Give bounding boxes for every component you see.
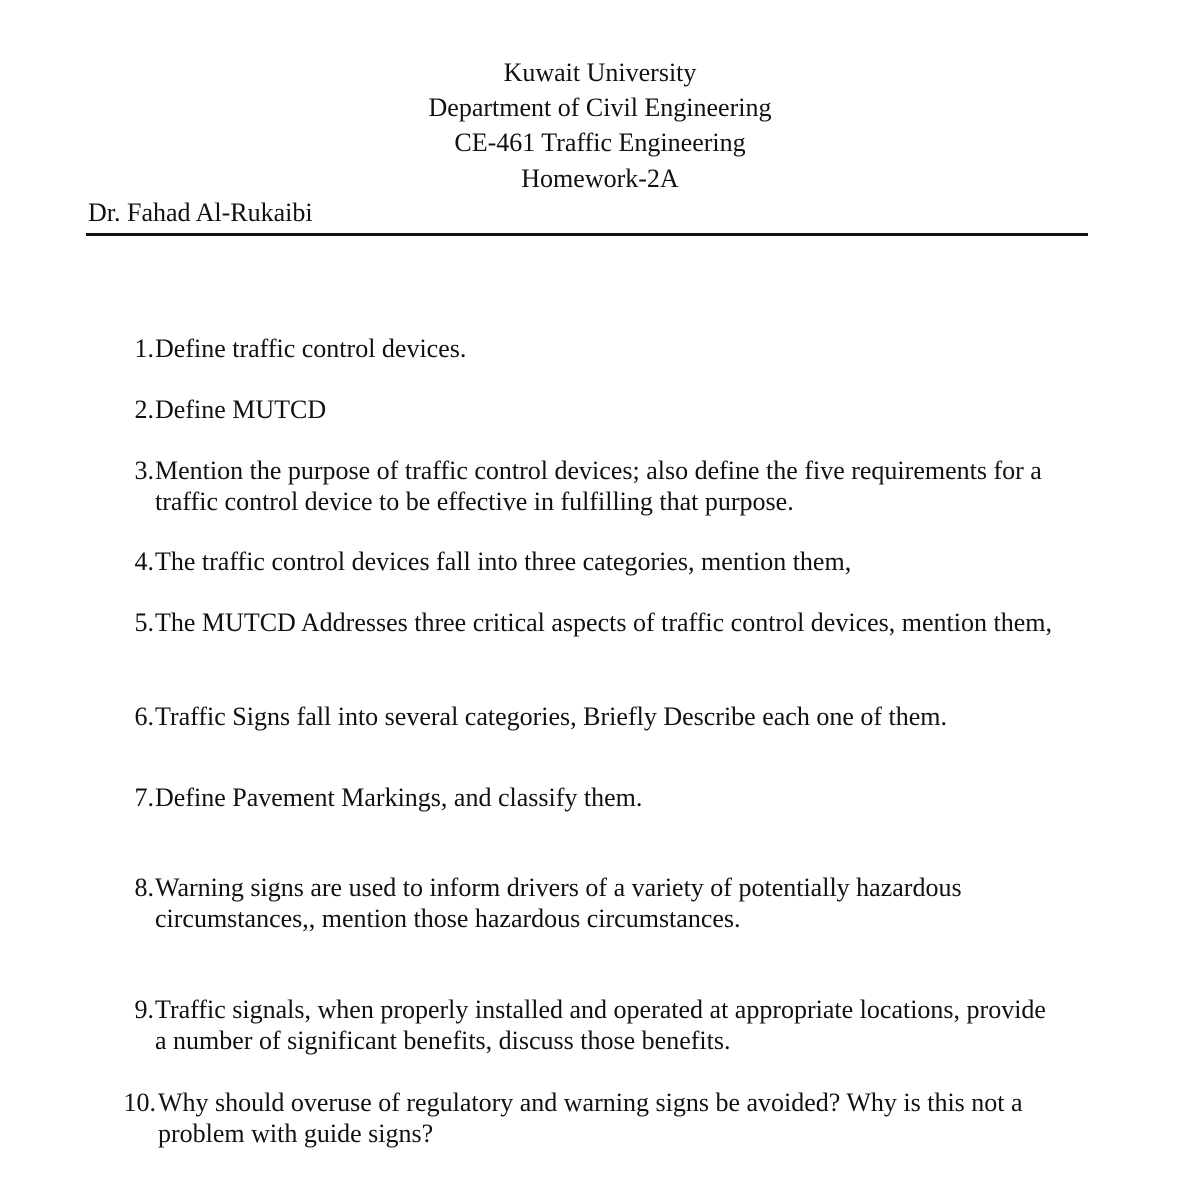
question-text (155, 607, 1095, 638)
question-number: 4. (134, 547, 154, 576)
question-line: problem with guide signs? (158, 1119, 434, 1148)
question-number: 7. (134, 783, 154, 812)
question-line: traffic control device to be effective in fulfilling that purpose. (155, 487, 794, 516)
instructor-name: Dr. Fahad Al-Rukaibi (88, 198, 313, 227)
question-text (155, 546, 1095, 577)
course-title: CE-461 Traffic Engineering (454, 128, 746, 157)
department-name: Department of Civil Engineering (428, 93, 772, 122)
question-number: 6. (134, 702, 154, 731)
question-line: Traffic signals, when properly installed and operated at appropriate locations, provide (155, 995, 1046, 1024)
question-number: 2. (134, 395, 154, 424)
question-number: 3. (134, 456, 154, 485)
question-line: Mention the purpose of traffic control devices; also define the five requirements for a (155, 456, 1042, 485)
question-text (155, 782, 1095, 813)
question-line: Define MUTCD (155, 395, 327, 424)
question-text (155, 455, 1095, 517)
question-text (155, 994, 1095, 1056)
question-text (155, 701, 1095, 732)
question-text (155, 333, 1095, 364)
question-line: Define traffic control devices. (155, 334, 467, 363)
question-text (158, 1087, 1098, 1149)
question-line: Define Pavement Markings, and classify them. (155, 783, 643, 812)
question-line: Warning signs are used to inform drivers of a variety of potentially hazardous (155, 873, 962, 902)
question-number: 1. (134, 334, 154, 363)
question-line: The traffic control devices fall into three categories, mention them, (155, 547, 852, 576)
assignment-title: Homework-2A (521, 164, 679, 193)
question-line: a number of significant benefits, discuss those benefits. (155, 1026, 731, 1055)
question-text (155, 872, 1095, 934)
question-line: Why should overuse of regulatory and warning signs be avoided? Why is this not a (158, 1088, 1023, 1117)
question-number: 5. (134, 608, 154, 637)
question-number: 10. (123, 1088, 156, 1117)
question-number: 8. (134, 873, 154, 902)
question-line: Traffic Signs fall into several categories, Briefly Describe each one of them. (155, 702, 948, 731)
university-name: Kuwait University (503, 58, 697, 87)
question-number: 9. (134, 995, 154, 1024)
header-divider (86, 233, 1088, 236)
question-line: The MUTCD Addresses three critical aspects of traffic control devices, mention them, (155, 608, 1052, 637)
question-text (155, 394, 1095, 425)
question-line: circumstances,, mention those hazardous circumstances. (155, 904, 741, 933)
